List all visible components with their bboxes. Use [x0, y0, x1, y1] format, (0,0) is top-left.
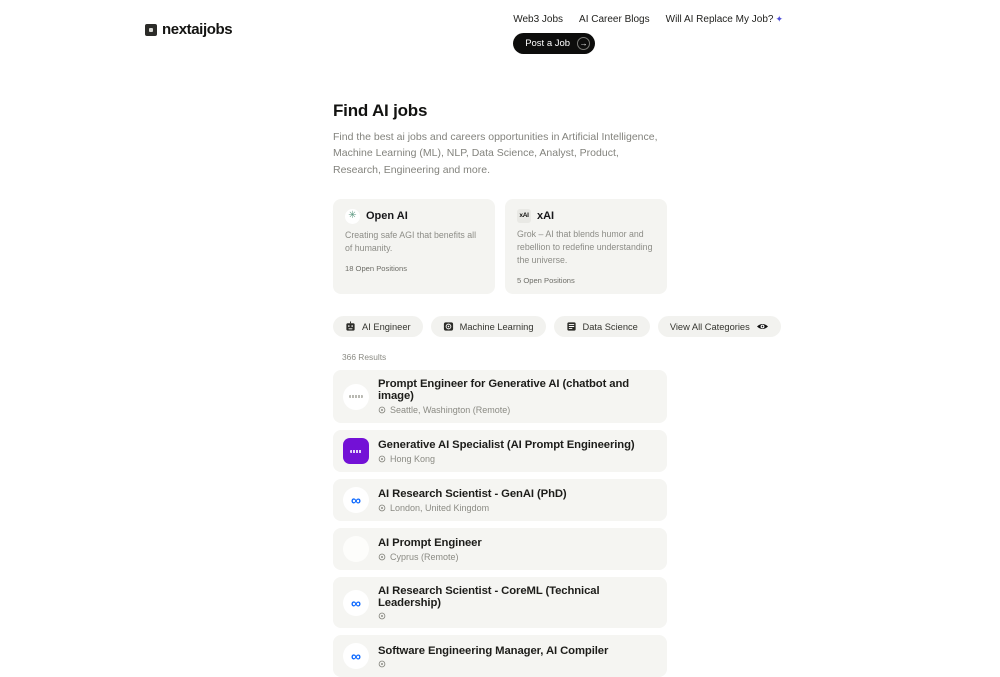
nav-link-ai-career-blogs[interactable]: AI Career Blogs [579, 14, 650, 25]
arrow-right-icon: → [577, 37, 590, 50]
nav-link-web3-jobs[interactable]: Web3 Jobs [513, 14, 564, 25]
lens-icon [443, 321, 454, 332]
robot-icon [345, 321, 356, 332]
featured-companies [333, 199, 667, 295]
xai-logo-icon: xAI [517, 209, 531, 223]
location-pin-icon [378, 660, 386, 668]
job-row-prompt-engineer-generative-ai[interactable] [333, 370, 667, 423]
job-title: AI Research Scientist - CoreML (Technical Leadership) [378, 585, 600, 610]
nav-link-will-ai-replace-my-job[interactable]: Will AI Replace My Job? ✦ [665, 14, 783, 25]
location-pin-icon [378, 553, 386, 561]
blank-logo [343, 536, 369, 562]
job-list [333, 370, 667, 677]
category-filter-pills [333, 316, 750, 337]
job-location: Cyprus (Remote) [390, 551, 459, 562]
company-description: Creating safe AGI that benefits all of humanity. [345, 229, 477, 253]
pill-machine-learning[interactable]: Machine Learning [431, 316, 546, 337]
job-row-ai-research-scientist-coreml[interactable] [333, 577, 667, 628]
job-title: Prompt Engineer for Generative AI (chatbot and image) [378, 378, 630, 403]
header [0, 0, 1000, 54]
sparkle-icon: ✦ [775, 14, 783, 24]
company-wordmark-logo [343, 384, 369, 410]
job-location: London, United Kingdom [390, 502, 490, 513]
post-a-job-button[interactable]: Post a Job → [513, 33, 595, 54]
meta-logo: ∞ [343, 643, 369, 669]
logo[interactable] [145, 21, 232, 38]
job-location: Seattle, Washington (Remote) [390, 405, 511, 416]
view-all-categories-button[interactable]: View All Categories [658, 316, 781, 337]
location-pin-icon [378, 455, 386, 463]
meta-logo: ∞ [343, 487, 369, 513]
database-icon [566, 321, 577, 332]
job-row-ai-prompt-engineer[interactable] [333, 528, 667, 570]
job-location: Hong Kong [390, 453, 436, 464]
company-description: Grok – AI that blends humor and rebellion to redefine understanding the universe. [517, 228, 653, 266]
page-title: Find AI jobs [333, 101, 428, 120]
nav-links [513, 14, 783, 25]
company-name: Open AI [366, 210, 408, 223]
open-positions-count: 18 Open Positions [345, 264, 408, 274]
job-title: AI Prompt Engineer [378, 536, 482, 549]
pill-data-science[interactable]: Data Science [554, 316, 650, 337]
logo-icon [145, 24, 157, 36]
job-row-ai-research-scientist-genai[interactable] [333, 479, 667, 521]
company-card-openai[interactable] [333, 199, 495, 295]
job-row-software-engineering-manager[interactable] [333, 635, 667, 677]
job-title: AI Research Scientist - GenAI (PhD) [378, 487, 567, 500]
meta-logo: ∞ [343, 590, 369, 616]
location-pin-icon [378, 406, 386, 414]
page-description: Find the best ai jobs and careers opportunities in Artificial Intelligence, Machine Learning (ML), NLP, Data Science, Analyst, Product, Research, Engineering and more. [333, 131, 658, 176]
purple-square-logo [343, 438, 369, 464]
job-row-generative-ai-specialist[interactable] [333, 430, 667, 472]
results-count: 366 Results [342, 352, 387, 363]
open-positions-count: 5 Open Positions [517, 276, 575, 286]
job-title: Generative AI Specialist (AI Prompt Engineering) [378, 438, 635, 451]
main-content [333, 101, 750, 677]
eye-icon [756, 321, 769, 332]
company-name: xAI [537, 209, 555, 222]
openai-logo-icon: ✳ [345, 209, 360, 224]
nav-group [513, 14, 783, 54]
logo-text: nextaijobs [162, 21, 233, 38]
location-pin-icon [378, 504, 386, 512]
pill-ai-engineer[interactable]: AI Engineer [333, 316, 423, 337]
company-card-xai[interactable] [505, 199, 667, 295]
location-pin-icon [378, 612, 386, 620]
job-title: Software Engineering Manager, AI Compiler [378, 644, 609, 657]
